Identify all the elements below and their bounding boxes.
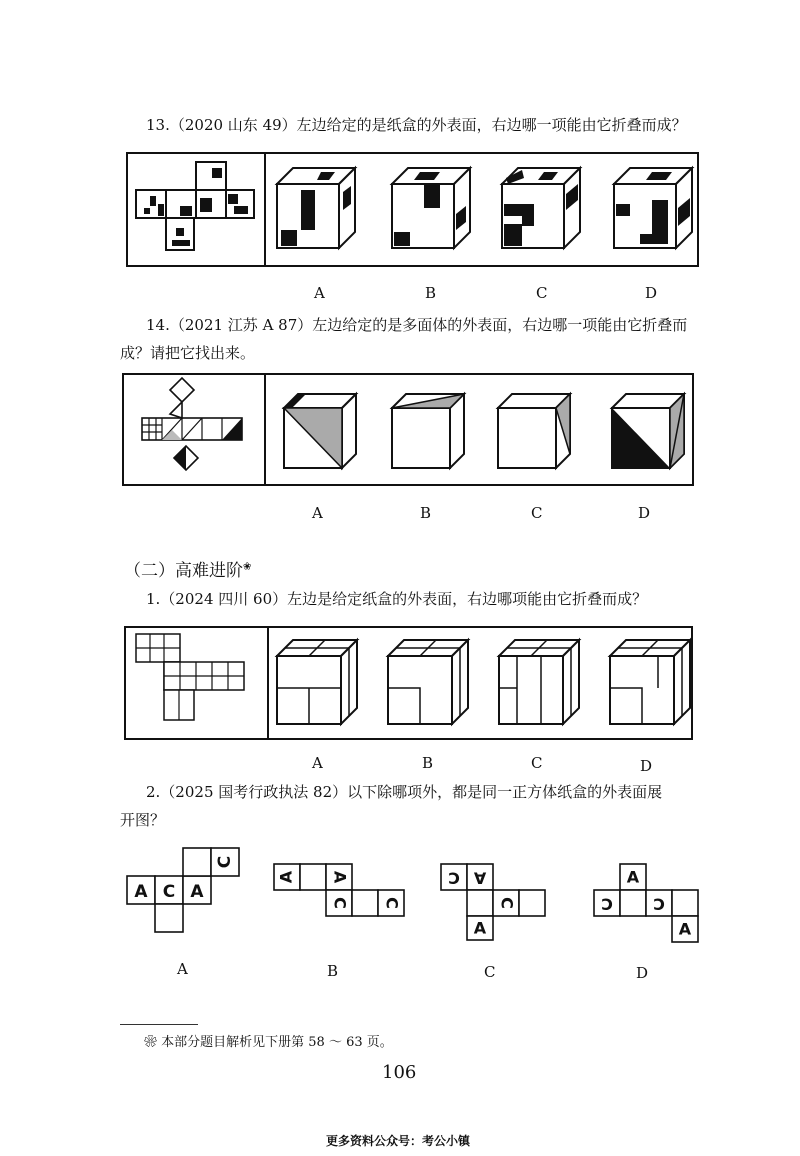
net-letter: A: [276, 870, 296, 884]
net-letter: C: [653, 894, 665, 914]
footnote-rule: [120, 1024, 198, 1025]
q14-cube-c: [496, 392, 572, 470]
q13-cube-b: [390, 164, 472, 250]
q2-net-b: [272, 862, 412, 922]
q1-net: [134, 632, 254, 722]
net-letter: C: [382, 897, 402, 909]
q13-cube-a: [275, 164, 357, 250]
q14-option-b[interactable]: B: [420, 504, 432, 522]
q13-option-d[interactable]: D: [645, 284, 658, 302]
q14-net: [138, 378, 248, 482]
q14-cube-a: [282, 392, 358, 470]
net-letter: A: [473, 918, 487, 938]
q13-option-b[interactable]: B: [425, 284, 437, 302]
net-letter: A: [626, 867, 640, 887]
promo-text: 更多资料公众号：考公小镇: [326, 1134, 471, 1148]
net-letter: C: [330, 897, 350, 909]
q13-cube-d: [612, 164, 694, 250]
q2-option-b[interactable]: B: [327, 962, 339, 980]
q1-cube-a: [275, 638, 359, 726]
q2-net-c: [439, 862, 549, 942]
q1-option-c[interactable]: C: [531, 754, 543, 772]
q2-net-d: [592, 862, 702, 946]
net-letter: C: [497, 897, 517, 909]
q1-cube-b: [386, 638, 470, 726]
net-letter: C: [215, 855, 235, 869]
net-letter: C: [448, 868, 460, 888]
page-number: 106: [382, 1062, 417, 1083]
q13-text: 13.（2020 山东 49）左边给定的是纸盒的外表面，右边哪一项能由它折叠而成？: [146, 116, 687, 134]
q1-option-d[interactable]: D: [640, 757, 653, 775]
q13-option-c[interactable]: C: [536, 284, 548, 302]
q14-option-d[interactable]: D: [638, 504, 651, 522]
q14-option-a[interactable]: A: [312, 504, 323, 522]
q2-option-c[interactable]: C: [484, 963, 496, 981]
q13-option-a[interactable]: A: [314, 284, 325, 302]
q13-net: [136, 160, 256, 256]
section-title: （二）高难进阶❀: [124, 561, 252, 581]
q13-cube-c: [500, 164, 582, 250]
net-letter: A: [473, 868, 487, 888]
q14-cube-b: [390, 392, 466, 470]
q14-text-line1: 14.（2021 江苏 A 87）左边给定的是多面体的外表面，右边哪一项能由它折叠而: [146, 316, 688, 334]
net-letter: A: [678, 919, 692, 939]
q1-option-a[interactable]: A: [312, 754, 323, 772]
q14-text-line2: 成？请把它找出来。: [120, 344, 256, 362]
q2-text-line2: 开图？: [120, 811, 166, 829]
net-letter: A: [134, 882, 148, 902]
q14-cube-d: [610, 392, 686, 470]
q2-net-a: [125, 846, 245, 934]
net-letter: C: [162, 882, 176, 902]
net-letter: A: [190, 882, 204, 902]
q14-option-c[interactable]: C: [531, 504, 543, 522]
footnote: ❀ 本部分题目解析见下册第 58 ～ 63 页。: [144, 1035, 393, 1050]
q2-text-line1: 2.（2025 国考行政执法 82）以下除哪项外，都是同一正方体纸盒的外表面展: [146, 783, 663, 801]
q2-option-d[interactable]: D: [636, 964, 649, 982]
q1-cube-c: [497, 638, 581, 726]
q1-text: 1.（2024 四川 60）左边是给定纸盒的外表面，右边哪项能由它折叠而成？: [146, 590, 648, 608]
q2-option-a[interactable]: A: [177, 960, 188, 978]
net-letter: C: [601, 894, 613, 914]
q1-option-b[interactable]: B: [422, 754, 434, 772]
q1-cube-d: [608, 638, 692, 726]
net-letter: A: [330, 870, 350, 884]
